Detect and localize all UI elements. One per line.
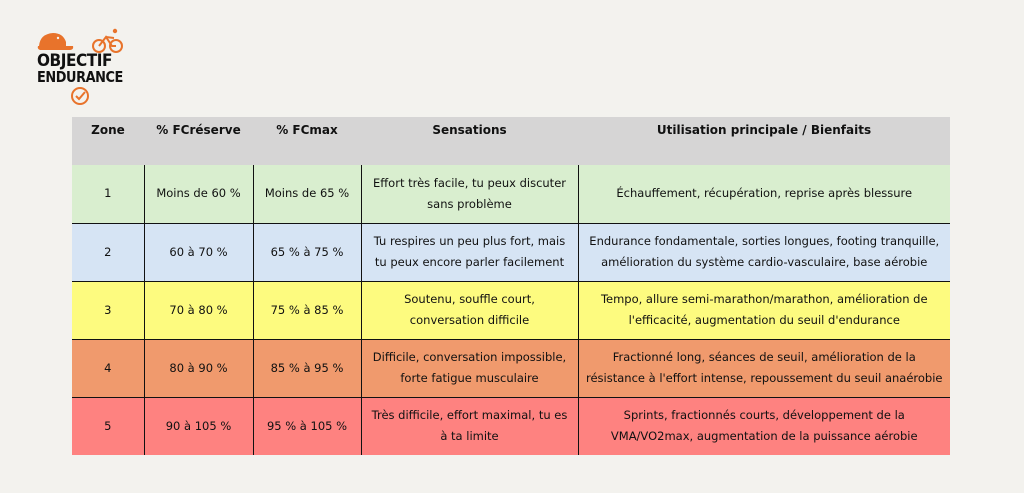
check-circle-icon — [70, 86, 90, 106]
table-row — [72, 281, 950, 339]
table-row — [72, 165, 950, 223]
utilisation-cell: Endurance fondamentale, sorties longues, footing tranquille, amélioration du système cardio-vasculaire, base aérobie — [578, 223, 950, 281]
table-header-row — [72, 117, 950, 165]
table-row — [72, 339, 950, 397]
zone-cell: 3 — [72, 281, 144, 339]
header-utilisation: Utilisation principale / Bienfaits — [578, 117, 950, 165]
sensations-cell: Soutenu, souffle court, conversation difficile — [361, 281, 578, 339]
header-sensations: Sensations — [361, 117, 578, 165]
sensations-cell: Effort très facile, tu peux discuter sans problème — [361, 165, 578, 223]
logo-line-2: ENDURANCE — [37, 68, 123, 86]
zone-cell: 4 — [72, 339, 144, 397]
fcreserve-cell: 70 à 80 % — [144, 281, 253, 339]
utilisation-cell: Sprints, fractionnés courts, développement de la VMA/VO2max, augmentation de la puissance aérobie — [578, 397, 950, 455]
fcmax-cell: 85 % à 95 % — [253, 339, 361, 397]
logo — [36, 26, 136, 108]
sensations-cell: Difficile, conversation impossible, forte fatigue musculaire — [361, 339, 578, 397]
fcreserve-cell: Moins de 60 % — [144, 165, 253, 223]
fcmax-cell: 95 % à 105 % — [253, 397, 361, 455]
fcmax-cell: 75 % à 85 % — [253, 281, 361, 339]
zone-cell: 5 — [72, 397, 144, 455]
header-fcreserve: % FCréserve — [144, 117, 253, 165]
fcmax-cell: 65 % à 75 % — [253, 223, 361, 281]
fcreserve-cell: 60 à 70 % — [144, 223, 253, 281]
utilisation-cell: Fractionné long, séances de seuil, amélioration de la résistance à l'effort intense, repoussement du seuil anaérobie — [578, 339, 950, 397]
header-fcmax: % FCmax — [253, 117, 361, 165]
heart-rate-zones-table — [72, 117, 950, 455]
utilisation-cell: Tempo, allure semi-marathon/marathon, amélioration de l'efficacité, augmentation du seuil d'endurance — [578, 281, 950, 339]
running-cap-icon — [38, 33, 73, 50]
fcreserve-cell: 90 à 105 % — [144, 397, 253, 455]
table-row — [72, 397, 950, 455]
zone-cell: 1 — [72, 165, 144, 223]
sensations-cell: Très difficile, effort maximal, tu es à ta limite — [361, 397, 578, 455]
header-zone: Zone — [72, 117, 144, 165]
sensations-cell: Tu respires un peu plus fort, mais tu peux encore parler facilement — [361, 223, 578, 281]
fcreserve-cell: 80 à 90 % — [144, 339, 253, 397]
logo-line-1: OBJECTIF — [37, 51, 113, 71]
utilisation-cell: Échauffement, récupération, reprise après blessure — [578, 165, 950, 223]
cyclist-icon — [93, 29, 122, 52]
fcmax-cell: Moins de 65 % — [253, 165, 361, 223]
table-row — [72, 223, 950, 281]
zone-cell: 2 — [72, 223, 144, 281]
